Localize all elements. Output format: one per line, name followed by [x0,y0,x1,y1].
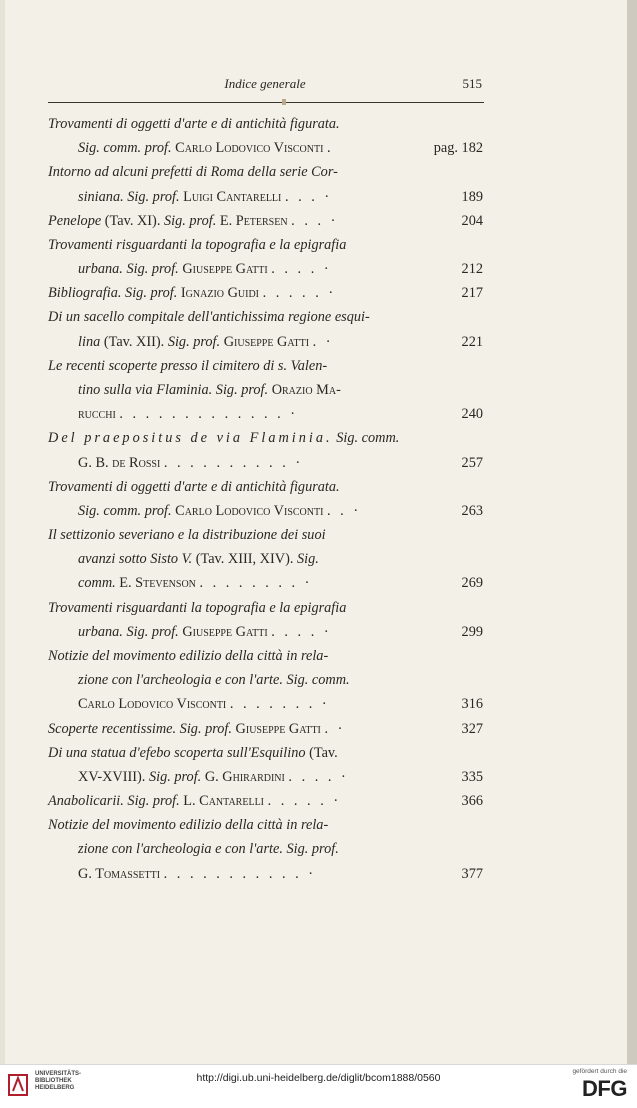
page-ref: pag. 182 [433,140,483,157]
toc-line-text [48,475,340,499]
author-name: E. Petersen [219,212,288,229]
toc-line-text [48,305,370,329]
leader-dots: . . . . · [271,261,332,278]
toc-line-text [78,257,332,281]
leader-dots: . . . . . . . . . . . · [163,865,317,882]
leader-dots: . . . · [291,212,339,229]
funder-caption: gefördert durch die [572,1068,627,1075]
entry-title: Scoperte recentissime. Sig. prof. [48,720,232,737]
page-ref: 377 [461,865,483,882]
author-title: Sig. [297,551,319,568]
toc-line-text [78,451,303,475]
toc-line [0,862,637,886]
entry-title: Anabolicarii. Sig. prof. [48,793,180,810]
author-title: Sig. prof. [167,333,221,350]
toc-line [0,160,637,184]
toc-line-text [48,426,399,450]
header-title: Indice generale [224,76,306,91]
entry-title: lina [78,333,101,350]
page-ref: 204 [461,212,483,229]
toc-line-text [48,209,338,233]
toc-line-text [48,644,328,668]
author-name: Orazio Ma- [271,381,341,398]
author-title: Sig. prof. [148,768,202,785]
toc-line [0,523,637,547]
toc-line [0,281,637,305]
plate-ref: (Tav. XII). [103,333,165,350]
author-name: Carlo Lodovico Visconti [175,140,324,157]
entry-title: Intorno ad alcuni prefetti di Roma della serie Cor- [48,164,338,181]
entry-title: Trovamenti risguardanti la topografia e la epigrafia [48,599,347,616]
entry-title: Sig. comm. prof. [78,502,172,519]
entry-title: avanzi sotto Sisto V. [78,551,193,568]
entry-title: Trovamenti di oggetti d'arte e di antichità figurata. [48,478,340,495]
library-name-line: UNIVERSITÄTS- [35,1071,82,1077]
leader-dots: . . . · [284,188,333,205]
toc-line [0,402,637,426]
leader-dots: . . . . . . . . . . · [163,454,304,471]
leader-dots: . . . . . . . · [229,696,330,713]
leader-dots: . · [324,720,346,737]
toc-line-text [48,813,328,837]
toc-line-text [78,620,332,644]
leader-dots: . . . . . · [262,285,337,302]
toc-line [0,837,637,861]
page-ref: 335 [461,768,483,785]
entry-title: Notizie del movimento edilizio della città in rela- [48,817,329,834]
library-name-line: HEIDELBERG [35,1085,75,1091]
toc-line-text [78,668,350,692]
author-name: Giuseppe Gatti [235,720,321,737]
toc-line [0,547,637,571]
author-name: Carlo Lodovico Visconti [78,696,227,713]
toc-line-text [48,741,338,765]
plate-ref: (Tav. [309,744,338,761]
toc-line-text [48,281,336,305]
plate-ref: XV-XVIII). [78,768,146,785]
library-name-line: BIBLIOTHEK [35,1078,72,1084]
leader-dots: . · [312,333,334,350]
leader-dots: . [327,140,334,157]
toc-line-text [48,596,346,620]
toc-line-text [78,547,319,571]
toc-line [0,233,637,257]
toc-line [0,571,637,595]
entry-title: Notizie del movimento edilizio della città in rela- [48,647,329,664]
toc-line [0,765,637,789]
toc-line [0,257,637,281]
author-name: Giuseppe Gatti [223,333,310,350]
toc-line [0,112,637,136]
entry-title: tino sulla via Flaminia. Sig. prof. [78,381,269,398]
page-ref: 327 [461,720,483,737]
toc-line [0,668,637,692]
toc-line [0,354,637,378]
plate-ref: (Tav. XI). [104,212,161,229]
toc-line [0,451,637,475]
header-rule [48,102,484,103]
author-name: rucchi [78,406,116,423]
toc-line [0,185,637,209]
toc-line [0,426,637,450]
toc-line-text [78,765,349,789]
rule-ornament [282,99,286,105]
author-title: Sig. prof. [163,212,217,229]
toc-line [0,330,637,354]
dfg-logo: DFG [582,1076,627,1101]
entry-title: zione con l'archeologia e con l'arte. Sig. comm. [78,672,350,689]
page-ref: 316 [461,696,483,713]
author-title: Sig. comm. [336,430,400,447]
author-name: E. Stevenson [119,575,196,592]
leader-dots: . . . . · [288,768,349,785]
leader-dots: . . . . · [271,623,332,640]
author-name: G. B. de Rossi [78,454,161,471]
entry-title: Bibliografia. Sig. prof. [48,285,178,302]
toc-line-text [78,378,341,402]
running-header [48,76,482,96]
toc-line-text [78,402,298,426]
page-ref: 269 [461,575,483,592]
entry-title: Del praepositus de via Flaminia. [48,430,333,447]
entry-title: Penelope [48,212,102,229]
entry-title: Le recenti scoperte presso il cimitero di s. Valen- [48,357,328,374]
entry-title: Di un sacello compitale dell'antichissima regione esqui- [48,309,370,326]
entry-title: Trovamenti di oggetti d'arte e di antichità figurata. [48,116,340,132]
entry-title: Sig. comm. prof. [78,140,172,157]
toc-line-text [78,330,334,354]
author-name: Giuseppe Gatti [182,261,268,278]
author-name: G. Tomassetti [78,865,161,882]
toc-line-text [78,692,330,716]
author-name: G. Ghirardini [204,768,285,785]
author-name: Carlo Lodovico Visconti [175,502,324,519]
toc-line [0,644,637,668]
toc-line-text [78,185,332,209]
page-ref: 263 [461,502,483,519]
page-ref: 189 [461,188,483,205]
toc-line [0,475,637,499]
toc-line-text [78,499,361,523]
toc-line [0,741,637,765]
leader-dots: . . . . . . . . . . . . . · [119,406,299,423]
toc-line-text [48,233,346,257]
entry-title: urbana. Sig. prof. [78,623,179,640]
page-ref: 221 [461,333,483,350]
page-ref: 240 [461,406,483,423]
plate-ref: (Tav. XIII, XIV). [195,551,294,568]
toc-line-text [78,136,334,160]
toc-line [0,305,637,329]
footer-bar [0,1064,637,1108]
author-name: Giuseppe Gatti [182,623,268,640]
entry-title: siniana. Sig. prof. [78,188,180,205]
toc-line-text [78,837,339,861]
entry-title: Trovamenti risguardanti la topografia e la epigrafia [48,236,347,253]
toc-line-text [48,523,326,547]
author-name: Ignazio Guidi [180,285,260,302]
toc-line-text [48,112,340,136]
page-ref: 257 [461,454,483,471]
page-ref: 217 [461,285,483,302]
page-ref: 212 [461,261,483,278]
toc-line [0,717,637,741]
toc-line [0,136,637,160]
toc-line-text [48,160,338,184]
leader-dots: . . · [327,502,362,519]
toc-line-text [48,354,327,378]
page-ref: 366 [461,793,483,810]
entry-title: comm. [78,575,116,592]
author-name: L. Cantarelli [183,793,265,810]
page-ref: 299 [461,623,483,640]
toc-line [0,692,637,716]
toc-line [0,209,637,233]
entry-title: zione con l'archeologia e con l'arte. Sig. prof. [78,841,339,858]
toc-line-text [48,717,345,741]
toc-line-text [78,571,312,595]
toc-line [0,620,637,644]
toc-line [0,596,637,620]
leader-dots: . . . . . . . . · [199,575,313,592]
toc-line-text [78,862,316,886]
entry-title: Il settizonio severiano e la distribuzione dei suoi [48,527,326,544]
source-url[interactable]: http://digi.ub.uni-heidelberg.de/diglit/bcom1888/0560 [196,1072,441,1084]
toc-line [0,378,637,402]
toc-line [0,789,637,813]
entry-title: Di una statua d'efebo scoperta sull'Esquilino [48,744,306,761]
leader-dots: . . . . . · [267,793,342,810]
entry-title: urbana. Sig. prof. [78,261,179,278]
toc-line [0,813,637,837]
author-name: Luigi Cantarelli [183,188,282,205]
toc-line [0,499,637,523]
toc-line-text [48,789,341,813]
header-page-number: 515 [462,76,482,91]
